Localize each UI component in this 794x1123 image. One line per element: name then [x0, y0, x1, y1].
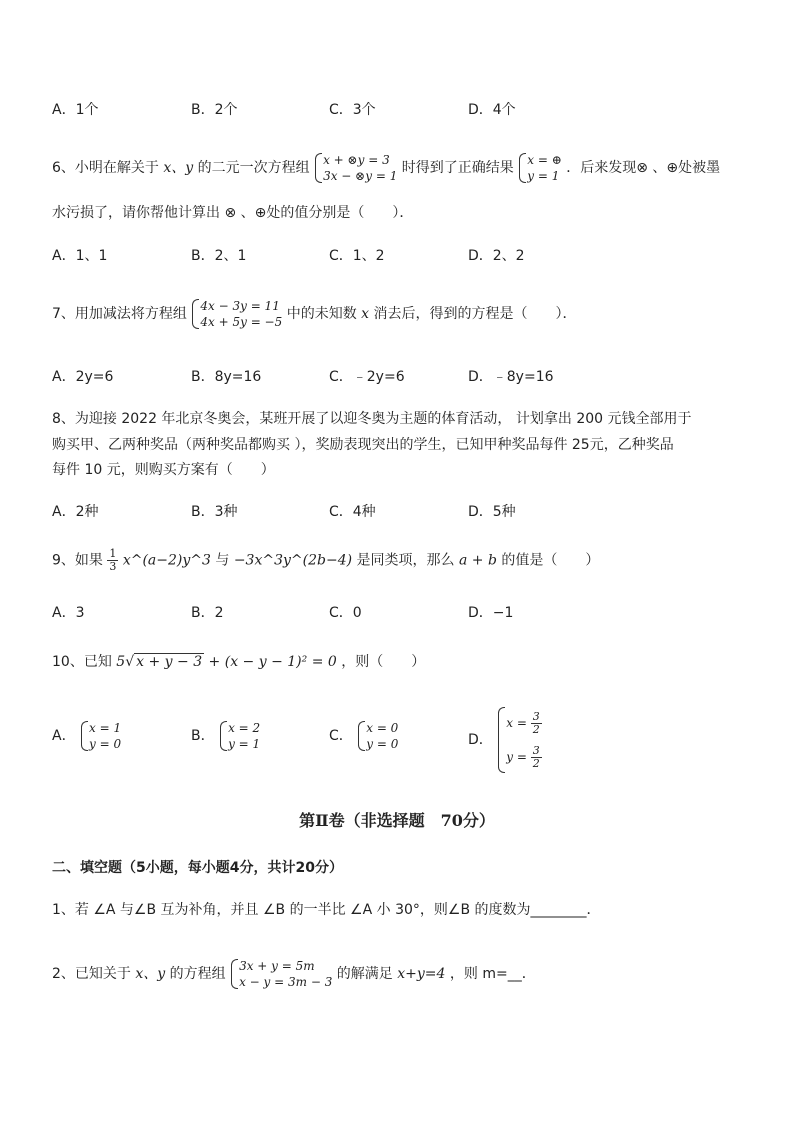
q7-prefix: 7、用加减法将方程组 [52, 306, 187, 322]
q10-a-row1: x = 1 [89, 721, 122, 735]
q6-system2 [518, 152, 562, 184]
q6-option-d: D．2、2 [468, 248, 525, 264]
q6-line2: 水污损了，请你帮他计算出 ⊗ 、⊕处的值分别是（ ）． [52, 205, 414, 221]
q7-mid: 中的未知数 [286, 306, 357, 322]
q8-option-a: A．2种 [52, 504, 99, 520]
q6-options [52, 246, 672, 270]
q6-sys2-row2: y = 1 [527, 169, 560, 183]
q10-option-b [191, 720, 260, 752]
q10-a-row2: y = 0 [89, 737, 122, 751]
f2-cond: x+y=4 [397, 966, 446, 982]
q7-option-b: B．8y=16 [191, 369, 262, 385]
q7-stem [52, 298, 577, 330]
section-heading: 二、填空题（5小题，每小题4分，共计20分） [52, 860, 343, 876]
q10-suffix: ，则（ ） [341, 654, 426, 670]
q10-b-row1: x = 2 [228, 721, 261, 735]
q10-b-system [219, 720, 260, 752]
q7-var: x [361, 306, 370, 322]
f2-sys-row1: 3x + y = 5m [239, 959, 315, 973]
q6-vars: x、y [163, 160, 194, 176]
q6-mid: 的二元一次方程组 [197, 160, 310, 176]
f2-mid: 的方程组 [169, 966, 226, 982]
radical-sign: √ [125, 654, 135, 670]
q10-b-label: B． [191, 728, 215, 744]
q8-line1: 8、为迎接 2022 年北京冬奥会，某班开展了以迎冬奥为主题的体育活动， 计划拿出 200 元钱全部用于 [52, 411, 692, 427]
q7-option-c: C．﹣2y=6 [329, 369, 405, 385]
q10-d-row2-frac [531, 745, 542, 770]
q9-option-b: B．2 [191, 605, 224, 621]
q5-options [52, 100, 672, 124]
q9-term1: x^(a−2)y^3 [122, 552, 211, 569]
q6-prefix: 6、小明在解关于 [52, 160, 159, 176]
f2-sys-row2: x − y = 3m − 3 [239, 975, 333, 989]
q9-option-d: D．−1 [468, 605, 514, 621]
q6-system1 [314, 152, 397, 184]
q10-d-row1-lhs: x = [506, 716, 531, 730]
q10-d-label: D． [468, 732, 493, 748]
q8-option-c: C．4种 [329, 504, 376, 520]
q10-prefix: 10、已知 [52, 654, 112, 670]
q10-option-a [52, 720, 121, 752]
f2-stem [52, 958, 536, 990]
q9-suffix: 是同类项，那么 [356, 552, 455, 569]
f1-stem: 1、若 ∠A 与∠B 互为补角，并且 ∠B 的一半比 ∠A 小 30°，则∠B 的度数为________． [52, 902, 601, 918]
q10-expr-b: + (x − y − 1)² = 0 [204, 654, 337, 670]
q8-option-b: B．3种 [191, 504, 238, 520]
q10-d-row2-den: 2 [532, 757, 540, 770]
q9-frac-num: 1 [109, 547, 117, 560]
q10-stem [52, 652, 425, 672]
f2-end: ，则 m=__． [449, 966, 536, 982]
q10-coef: 5 [116, 654, 126, 670]
q10-option-d [468, 706, 542, 774]
q9-option-c: C．0 [329, 605, 362, 621]
q10-option-c [329, 720, 398, 752]
q6-option-c: C．1、2 [329, 248, 385, 264]
q8-line2: 购买甲、乙两种奖品（两种奖品都购买 ），奖励表现突出的学生，已知甲种奖品每件 25元，乙种奖品 [52, 437, 674, 453]
q10-b-row2: y = 1 [228, 737, 261, 751]
q10-options [52, 706, 672, 778]
q10-d-row1-frac [531, 711, 542, 736]
q10-c-label: C． [329, 728, 353, 744]
f2-system [230, 958, 332, 990]
q7-option-a: A．2y=6 [52, 369, 114, 385]
q7-option-d: D．﹣8y=16 [468, 369, 554, 385]
q10-sqrt: x + y − 3 [136, 654, 203, 670]
q10-d-system [497, 706, 541, 774]
f2-vars: x、y [135, 966, 166, 982]
q10-d-row1-num: 3 [532, 710, 540, 723]
q7-sys-row2: 4x + 5y = −5 [200, 315, 283, 329]
q8-line3: 每件 10 元，则购买方案有（ ） [52, 462, 275, 478]
q9-fraction [107, 548, 118, 573]
q10-d-row1-den: 2 [532, 723, 540, 736]
q5-option-d: D．4个 [468, 102, 516, 118]
q5-option-b: B．2个 [191, 102, 238, 118]
q7-system [191, 298, 282, 330]
q8-options [52, 502, 672, 526]
q10-a-system [80, 720, 121, 752]
q10-d-row2-num: 3 [532, 744, 540, 757]
q6-option-b: B．2、1 [191, 248, 247, 264]
q7-suffix: 消去后，得到的方程是（ ）． [373, 306, 577, 322]
q9-stem [52, 548, 599, 573]
q9-expr: a + b [458, 552, 497, 569]
q6-sys2-row1: x = ⊕ [527, 153, 562, 167]
q10-c-system [357, 720, 398, 752]
q9-end: 的值是（ ） [501, 552, 600, 569]
q7-options [52, 367, 672, 391]
q10-d-row2 [506, 740, 541, 774]
q9-term2: −3x^3y^(2b−4) [233, 552, 353, 569]
q7-sys-row1: 4x − 3y = 11 [200, 299, 280, 313]
q10-c-row1: x = 0 [366, 721, 399, 735]
q6-mid2: 时得到了正确结果 [401, 160, 514, 176]
part2-title: 第Ⅱ卷（非选择题 70分） [299, 811, 495, 830]
q9-mid: 与 [215, 552, 230, 569]
q9-frac-den: 3 [109, 560, 117, 573]
q6-suffix: ．后来发现⊗ 、⊕处被墨 [566, 160, 721, 176]
q9-prefix: 9、如果 [52, 552, 103, 569]
q5-option-a: A．1个 [52, 102, 99, 118]
q6-stem [52, 152, 720, 184]
q10-d-row1 [506, 706, 541, 740]
q6-sys1-row2: 3x − ⊗y = 1 [323, 169, 398, 183]
q10-a-label: A． [52, 728, 76, 744]
q9-options [52, 603, 672, 627]
q6-sys1-row1: x + ⊗y = 3 [323, 153, 390, 167]
q10-d-row2-lhs: y = [506, 750, 531, 764]
f2-suffix: 的解满足 [336, 966, 393, 982]
q9-option-a: A．3 [52, 605, 85, 621]
f2-prefix: 2、已知关于 [52, 966, 131, 982]
q6-option-a: A．1、1 [52, 248, 108, 264]
q10-c-row2: y = 0 [366, 737, 399, 751]
q5-option-c: C．3个 [329, 102, 376, 118]
q8-option-d: D．5种 [468, 504, 516, 520]
